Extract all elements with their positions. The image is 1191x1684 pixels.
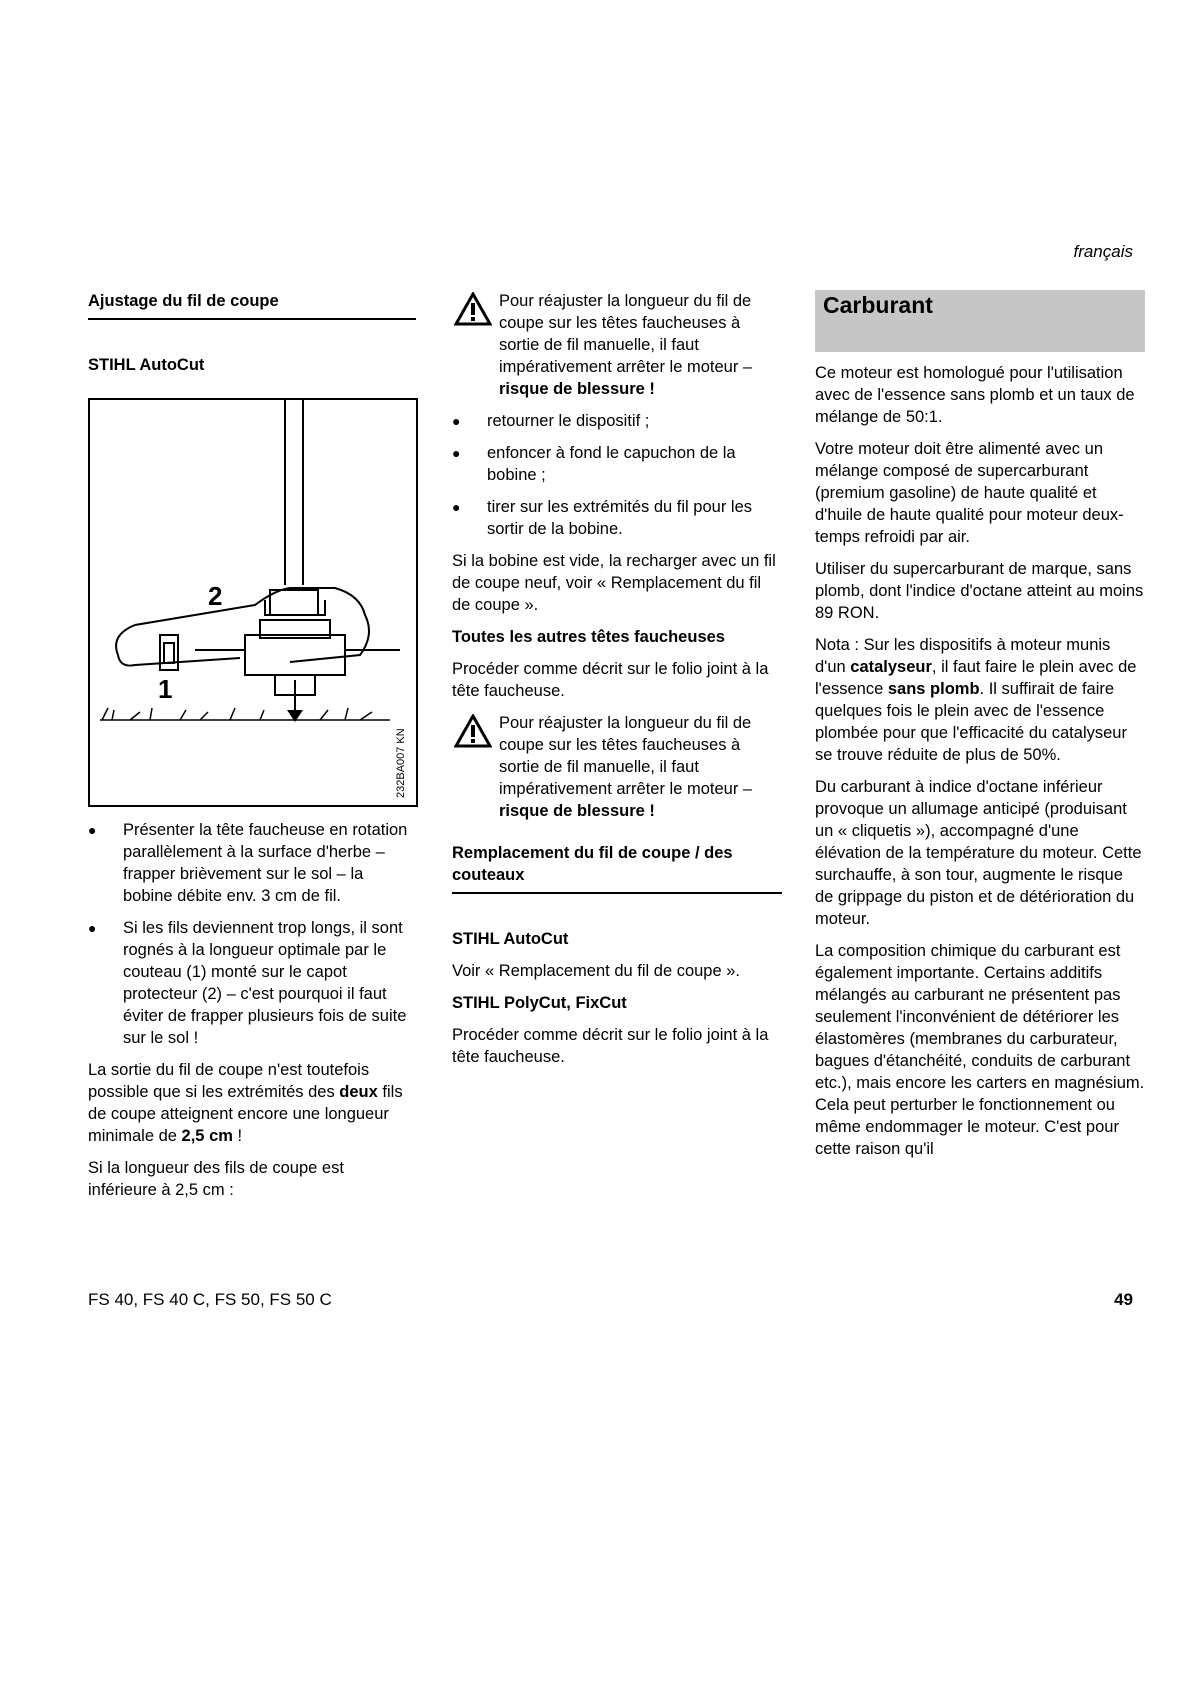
trimmer-head-illustration	[90, 400, 416, 805]
list-item	[88, 819, 416, 907]
bold-text: sans plomb	[887, 680, 980, 698]
list-item-text: Présenter la tête faucheuse en rotation parallèlement à la surface d'herbe – frapper brièvement sur le sol – la bobine débite env. 3 cm de fil.	[123, 821, 408, 905]
bullet-icon: ●	[88, 920, 97, 936]
text: La sortie du fil de coupe n'est toutefois possible que si les extrémités des	[88, 1061, 370, 1101]
subsection-title: STIHL PolyCut, FixCut	[452, 994, 627, 1012]
bold-text: catalyseur	[850, 658, 932, 676]
trimmer-head-figure	[88, 398, 418, 807]
paragraph: Si la longueur des fils de coupe est inférieure à 2,5 cm :	[88, 1159, 344, 1199]
warning-text: Pour réajuster la longueur du fil de coupe sur les têtes faucheuses à sortie de fil manuelle, il faut impérativement arrêter le moteur –	[499, 292, 753, 376]
warning-block	[452, 290, 782, 400]
text: . Il suffirait de faire quelques fois le plein avec de l'essence plombée pour que l'efficacité du catalyseur se trouve réduite de plus de 50%.	[815, 680, 1127, 764]
list-item-text: retourner le dispositif ;	[487, 412, 650, 430]
bullet-icon: ●	[452, 445, 461, 461]
paragraph: Votre moteur doit être alimenté avec un mélange composé de supercarburant (premium gasoline) de haute qualité et d'huile de haute qualité pour moteur deux-temps refroidi par air.	[815, 440, 1124, 546]
subsection-title: STIHL AutoCut	[88, 356, 205, 374]
list-item-text: tirer sur les extrémités du fil pour les sortir de la bobine.	[487, 498, 753, 538]
list-item-text: enfoncer à fond le capuchon de la bobine ;	[487, 444, 736, 484]
figure-label-1: 1	[158, 674, 173, 704]
warning-triangle-icon	[454, 714, 492, 748]
paragraph: La composition chimique du carburant est également importante. Certains additifs mélangés au carburant ne présentent pas seulement l'inconvénient de détériorer les élastomères (membranes du carburateur, bagues d'étanchéité, conduits de carburant etc.), mais encore les carters en magnésium. Cela peut perturber le fonctionnement ou même endommager le moteur. C'est pour cette raison qu'il	[815, 942, 1145, 1158]
list-item-text: Si les fils deviennent trop longs, il sont rognés à la longueur optimale par le couteau (1) monté sur le capot protecteur (2) – c'est pourquoi il faut éviter de frapper plusieurs fois de suite sur le sol !	[123, 919, 407, 1047]
paragraph: Procéder comme décrit sur le folio joint à la tête faucheuse.	[452, 660, 769, 700]
list-item	[452, 496, 782, 540]
bullet-icon: ●	[452, 499, 461, 515]
column-3	[815, 290, 1145, 1170]
section-title: Remplacement du fil de coupe / des couteaux	[452, 842, 782, 894]
subsection-title: STIHL AutoCut	[452, 930, 569, 948]
warning-block	[452, 712, 782, 822]
list-item	[452, 410, 782, 432]
text: , il faut faire le plein avec de l'essence	[815, 658, 1137, 698]
paragraph: Voir « Remplacement du fil de coupe ».	[452, 962, 741, 980]
bold-text: 2,5 cm	[181, 1127, 233, 1145]
section-title: Ajustage du fil de coupe	[88, 290, 416, 320]
page-number: 49	[1114, 1290, 1133, 1309]
paragraph: Procéder comme décrit sur le folio joint à la tête faucheuse.	[452, 1026, 769, 1066]
paragraph: Si la bobine est vide, la recharger avec un fil de coupe neuf, voir « Remplacement du fil de coupe ».	[452, 552, 776, 614]
list-item	[452, 442, 782, 486]
language-label: français	[1073, 242, 1133, 261]
bold-text: deux	[339, 1083, 378, 1101]
warning-emphasis: risque de blessure !	[499, 380, 655, 398]
list-item	[88, 917, 416, 1049]
paragraph	[815, 634, 1145, 766]
column-1	[88, 290, 416, 1211]
paragraph: Utiliser du supercarburant de marque, sans plomb, dont l'indice d'octane atteint au moins 89 RON.	[815, 560, 1144, 622]
warning-triangle-icon	[454, 292, 492, 326]
paragraph: Ce moteur est homologué pour l'utilisation avec de l'essence sans plomb et un taux de mélange de 50:1.	[815, 364, 1135, 426]
figure-label-2: 2	[208, 581, 223, 611]
chapter-title-box	[815, 290, 1145, 352]
bullet-icon: ●	[88, 822, 97, 838]
figure-code: 232BA007 KN	[395, 728, 407, 798]
text: !	[232, 1127, 243, 1145]
section-heading: Toutes les autres têtes faucheuses	[452, 628, 725, 646]
chapter-title: Carburant	[823, 292, 933, 318]
footer-models: FS 40, FS 40 C, FS 50, FS 50 C	[88, 1290, 332, 1309]
column-2	[452, 290, 782, 1078]
paragraph: Du carburant à indice d'octane inférieur provoque un allumage anticipé (produisant un « cliquetis »), accompagné d'une élévation de la température du moteur. Cette surchauffe, à son tour, augmente le risque de grippage du piston et de détérioration du moteur.	[815, 778, 1142, 928]
bullet-icon: ●	[452, 413, 461, 429]
paragraph	[88, 1059, 416, 1147]
text: fils de coupe atteignent encore une longueur minimale de	[88, 1083, 403, 1145]
warning-emphasis: risque de blessure !	[499, 802, 655, 820]
text: Nota : Sur les dispositifs à moteur munis d'un	[815, 636, 1111, 676]
warning-text: Pour réajuster la longueur du fil de coupe sur les têtes faucheuses à sortie de fil manuelle, il faut impérativement arrêter le moteur –	[499, 714, 753, 798]
